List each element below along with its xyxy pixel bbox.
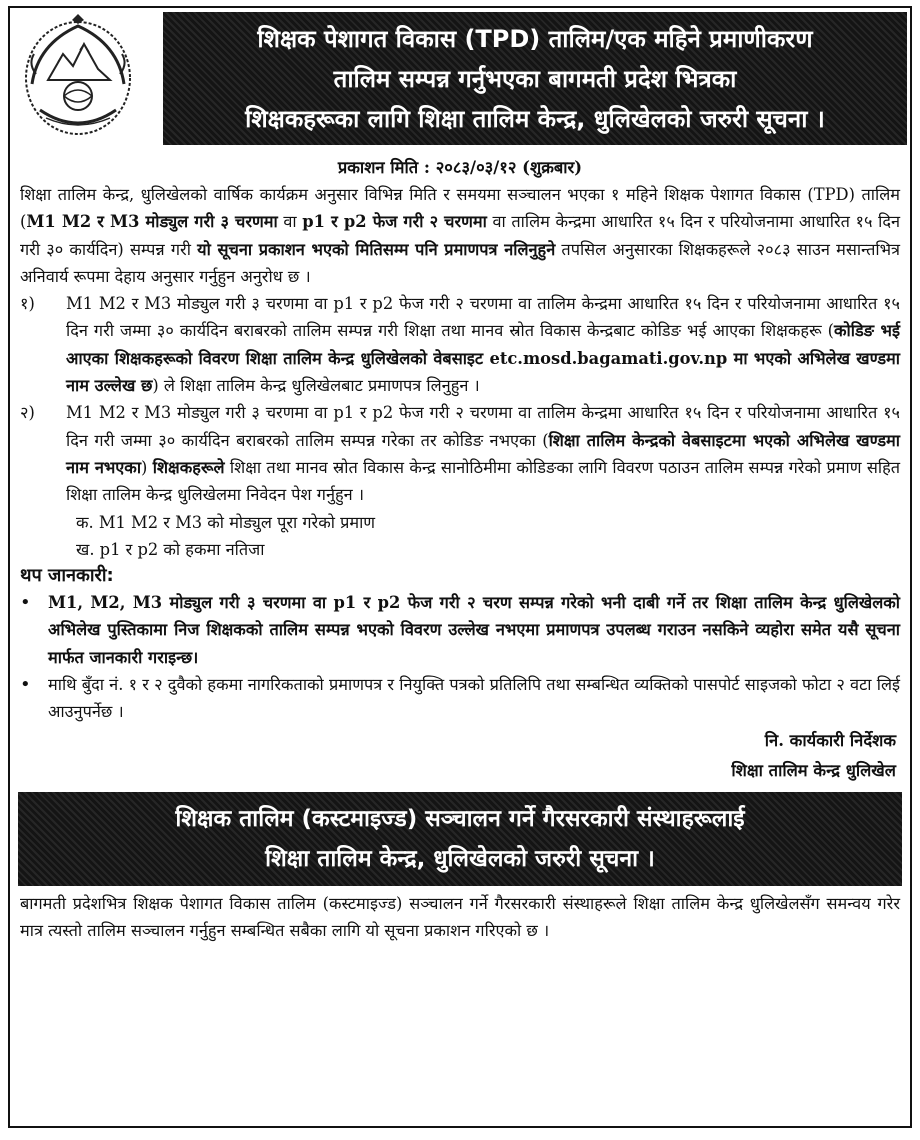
header-title-line-2: तालिम सम्पन्न गर्नुभएका बागमती प्रदेश भित्रका (333, 64, 737, 93)
item-2-bold: शिक्षा तालिम केन्द्रको वेबसाइटमा भएको अभिलेख खण्डमा नाम नभएका (66, 430, 900, 477)
notice-page (8, 6, 912, 1128)
notice-body (10, 181, 910, 786)
intro-text-4: तपसिल अनुसारका शिक्षकहरूले २०८३ साउन मसान्तभित्र अनिवार्य रूपमा देहाय अनुसार गर्नुहुन अनुरोध छ । (20, 239, 900, 286)
item-1-bold: कोडिङ भई आएका शिक्षकहरूको विवरण शिक्षा तालिम केन्द्र धुलिखेलको वेबसाइट etc.mosd.bagamati.gov.np मा भएको अभिलेख खण्डमा नाम उल्लेख छ (66, 321, 900, 396)
government-emblem-icon (18, 14, 138, 142)
signature-office: शिक्षा तालिम केन्द्र धुलिखेल (731, 760, 896, 780)
intro-text-1: शिक्षा तालिम केन्द्र, धुलिखेलको वार्षिक कार्यक्रम अनुसार विभिन्न मिति र समयमा सञ्चालन भएका १ महिने शिक्षक पेशागत विकास (TPD) तालिम ( (20, 185, 900, 232)
header-title-line-3: शिक्षकहरूका लागि शिक्षा तालिम केन्द्र, धुलिखेलको जरुरी सूचना । (245, 104, 825, 133)
item-2-bold-2: शिक्षकहरूले (152, 457, 225, 477)
list-item-1-number: १) (20, 294, 35, 314)
publication-date: प्रकाशन मिति : २०८३/०३/१२ (शुक्रबार) (337, 158, 583, 177)
second-banner-line-1: शिक्षक तालिम (कस्टमाइज्ड) सञ्चालन गर्ने गैरसरकारी संस्थाहरूलाई (175, 805, 745, 832)
header-banner (163, 12, 907, 145)
second-notice-banner (18, 792, 902, 886)
list-item-1-text (66, 290, 900, 399)
list-item-2-text (66, 399, 900, 508)
intro-paragraph (20, 181, 900, 290)
intro-text-2: वा (277, 212, 303, 232)
bullet-icon: • (20, 674, 31, 696)
intro-bold-1: M1 M2 र M3 मोड्युल गरी ३ चरणमा (26, 212, 278, 232)
bullet-icon: • (20, 592, 31, 614)
item-1-text-a: M1 M2 र M3 मोड्युल गरी ३ चरणमा वा p1 र p2 फेज गरी २ चरणमा वा तालिम केन्द्रमा आधारित १५ दिन र परियोजनामा आधारित १५ दिन गरी जम्मा ३० कार्यदिन बराबरको तालिम सम्पन्न गरी शिक्षा तथा मानव स्रोत विकास केन्द्रबाट कोडिङ भई आएका शिक्षकहरू ( (66, 294, 900, 341)
list-item-1 (20, 290, 900, 399)
bullet-2-text: माथि बुँदा नं. १ र २ दुवैको हकमा नागरिकताको प्रमाणपत्र र नियुक्ति पत्रको प्रतिलिपि तथा सम्बन्धित व्यक्तिको पासपोर्ट साइजको फोटा २ वटा लिई आउनुपर्नेछ । (48, 675, 900, 722)
intro-bold-3: यो सूचना प्रकाशन भएको मितिसम्म पनि प्रमाणपत्र नलिनुहुने (197, 239, 556, 259)
item-1-text-b: ) ले शिक्षा तालिम केन्द्र धुलिखेलबाट प्रमाणपत्र लिनुहुन । (152, 376, 480, 396)
more-info-bullet-1 (20, 589, 900, 671)
list-item-2 (20, 399, 900, 508)
bullet-1-text (48, 589, 900, 671)
more-info-bullet-2 (20, 671, 900, 726)
list-item-2-number: २) (20, 403, 35, 423)
intro-bold-2: p1 र p2 फेज गरी २ चरणमा (302, 212, 487, 232)
signature-block (20, 726, 900, 786)
item-2-text-mid: ) (141, 457, 153, 477)
signature-title: नि. कार्यकारी निर्देशक (764, 730, 896, 750)
bullet-1-bold-text: M1, M2, M3 मोड्युल गरी ३ चरणमा वा p1 र p2 फेज गरी २ चरण सम्पन्न गरेको भनी दाबी गर्ने तर शिक्षा तालिम केन्द्र धुलिखेलको अभिलेख पुस्तिकामा निज शिक्षकको तालिम सम्पन्न भएको विवरण उल्लेख नभएमा प्रमाणपत्र उपलब्ध गराउन नसकिने व्यहोरा समेत यसै सूचना मार्फत जानकारी गराइन्छ। (48, 593, 900, 667)
notice-header (10, 8, 910, 149)
second-banner-line-2: शिक्षा तालिम केन्द्र, धुलिखेलको जरुरी सूचना । (265, 845, 655, 872)
footer-paragraph: बागमती प्रदेशभित्र शिक्षक पेशागत विकास तालिम (कस्टमाइज्ड) सञ्चालन गर्ने गैरसरकारी संस्थाहरूले शिक्षा तालिम केन्द्र धुलिखेलसँग समन्वय गरेर मात्र त्यस्तो तालिम सञ्चालन गर्नुहुन सम्बन्धित सबैका लागि यो सूचना प्रकाशन गरिएको छ । (20, 893, 900, 940)
item-2-text-b: शिक्षा तथा मानव स्रोत विकास केन्द्र सानोठिमीमा कोडिङका लागि विवरण पठाउन तालिम सम्पन्न गरेको प्रमाण सहित शिक्षा तालिम केन्द्र धुलिखेलमा निवेदन पेश गर्नुहुन । (66, 457, 901, 505)
subitem-ka: क. M1 M2 र M3 को मोड्युल पूरा गरेको प्रमाण (76, 512, 376, 532)
item-2-text-a: M1 M2 र M3 मोड्युल गरी ३ चरणमा वा p1 र p2 फेज गरी २ चरणमा वा तालिम केन्द्रमा आधारित १५ दिन र परियोजनामा आधारित १५ दिन गरी जम्मा ३० कार्यदिन बराबरको तालिम सम्पन्न गरेका तर कोडिङ नभएका ( (66, 403, 900, 450)
header-title-line-1: शिक्षक पेशागत विकास (TPD) तालिम/एक महिने प्रमाणीकरण (257, 24, 813, 53)
intro-text-3: वा तालिम केन्द्रमा आधारित १५ दिन र परियोजनामा आधारित १५ दिन गरी ३० कार्यदिन) सम्पन्न गरी (20, 212, 901, 259)
emblem-graphic (18, 14, 138, 142)
more-info-heading: थप जानकारी: (20, 565, 114, 587)
subitem-kha: ख. p1 र p2 को हकमा नतिजा (76, 539, 265, 559)
